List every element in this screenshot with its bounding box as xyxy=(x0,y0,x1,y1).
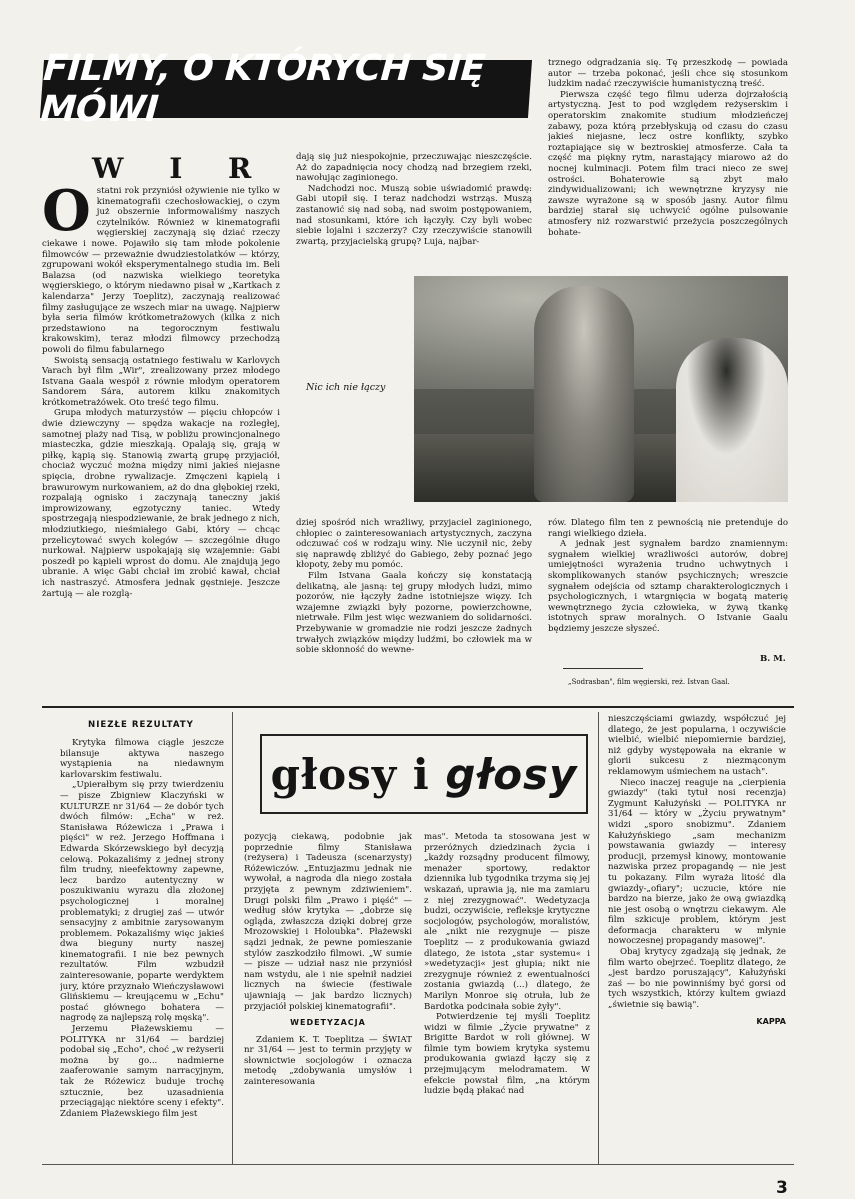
paragraph: Zdaniem K. T. Toeplitza — ŚWIAT nr 31/64 — jest to termin przyjęty w słownictwie socjologów i oznacza metodę „zdobywania umysłów i zainteresowania xyxy=(244,1034,412,1088)
page-number: 3 xyxy=(776,1178,788,1198)
subsection-heading: WEDETYZACJA xyxy=(290,1018,366,1028)
author-signature: B. M. xyxy=(760,654,786,664)
paragraph: Pierwsza część tego filmu uderza dojrzałością artystyczną. Jest to pod względem reżyserskim i operatorskim znakomite studium młodzieńczej zabawy, poza którą przebłyskują od czasu do czasu jakieś niejasne, lecz ostre konflikty, szybko roztapiające się w beztroskiej atmosferze. Cała ta część ma piękny rytm, narastający miarowo aż do nocnej kulminacji. Potem film traci nieco ze swej ostrości. Bohaterowie są zbyt mało zindywidualizowani; ich wewnętrzne kryzysy nie zawsze wyrażone są w sposób jasny. Autor filmu bardziej starał się uchwycić ogólne pulsowanie atmosfery niż rozwarstwić przeżycia poszczególnych bohate- xyxy=(548,89,788,238)
paragraph: Nieco inaczej reaguje na „cierpienia gwiazdy" (taki tytuł nosi recenzja) Zygmunt Kałużyński — POLITYKA nr 31/64 — który w „Życiu prywatnym" widzi „sporo snobizmu". Zdaniem Kałużyńskiego „sam mechanizm powstawania gwiazdy — interesy producji, przemysł kinowy, montowanie nazwiska przez propagandę — nie jest tu pokazany. Film wyraża litość dla gwiazdy-„ofiary"; uczucie, które nie bardzo na bierze, jako że ową gwiazdką nie jest osobą o wnętrzu ciekawym. Ale film szkicuje problem, którym jest deformacja charakteru w młynie nowoczesnej propagandy masowej". xyxy=(608,777,786,947)
glosy-column-3 xyxy=(424,832,590,1158)
glosy-column-4 xyxy=(608,714,786,1158)
paragraph: A jednak jest sygnałem bardzo znamiennym: sygnałem wielkiej wrażliwości autorów, dobrej umiejętności wyrażenia trudno uchwytnych i skomplikowanych stanów psychicznych; wreszcie sygnałem odejścia od sztamp charakterologicznych i psychologicznych, i wtargnięcia w bogatą materię wewnętrznego życia człowieka, w żywą tkankę istotnych spraw moralnych. O Istvanie Gaalu będziemy jeszcze słyszeć. xyxy=(548,539,788,634)
article-title: W I R xyxy=(92,152,270,185)
banner-title: FILMY, O KTÓRYCH SIĘ MÓWI xyxy=(39,48,487,130)
paragraph: Jerzemu Płażewskiemu — POLITYKA nr 31/64 — bardziej podobał się „Echo", choć „w reżyserii można by go... nadmierne zaaferowanie samym narracyjnym, tak że Różewicz buduje trochę sztucznie, bez uzasadnienia przeciągając niektóre sceny i efekty". Zdaniem Płażewskiego film jest xyxy=(60,1024,224,1119)
paragraph: trznego odgradzania się. Tę przeszkodę — powiada autor — trzeba pokonać, jeśli chce się stosunkom ludzkim nadać rzeczywiście humanistyczną treść. xyxy=(548,58,788,90)
photo-figure-right xyxy=(676,338,788,502)
paragraph: „Upierałbym się przy twierdzeniu — pisze Zbigniew Klaczyński w KULTURZE nr 31/64 — że dobór tych dwóch filmów: „Echa" w reż. Stanisława Różewicza i „Prawa i pięści" w reż. Jerzego Hoffmana i Edwarda Skórzewskiego był decyzją celową. Pokazaliśmy z jednej strony film trudny, nieefektowny zapewne, lecz bardzo autentyczny w poszukiwaniu wyrazu dla złożonej psychologicznej i moralnej problematyki; z drugiej zaś — utwór sensacyjny z ambitnie zarysowanym problemem. Pokazaliśmy więc jakieś dwa bieguny nurty naszej kinematografii. I nie bez pewnych rezultatów. Film wzbudził zainteresowanie, poparte werdyktem jury, które przyznało Wieńczysławowi Glińskiemu — kreującemu w „Echu" postać głównego bohatera — nagrodę za najlepszą rolę męską". xyxy=(60,780,224,1024)
glosy-column-1 xyxy=(60,738,224,1158)
paragraph: rów. Dlatego film ten z pewnością nie pretenduje do rangi wielkiego dzieła. xyxy=(548,518,788,539)
glosy-heading-script: głosy xyxy=(445,749,578,799)
glosy-column-2 xyxy=(244,832,412,1158)
article-column-5 xyxy=(548,518,788,654)
paragraph: Nadchodzi noc. Muszą sobie uświadomić prawdę: Gabi utopił się. I teraz nadchodzi wstrząs. Muszą zastanowić się nad sobą, nad swoim postępowaniem, nad stosunkami, które ich łączyły. Czy byli wobec siebie lojalni i szczerzy? Czy rzeczywiście stanowili zwartą, przyjacielską grupę? Luja, najbar- xyxy=(296,183,532,247)
glosy-heading xyxy=(271,750,578,799)
film-still-photo xyxy=(414,276,788,502)
glosy-heading-part: głosy i xyxy=(270,749,446,799)
paragraph: statni rok przyniósł ożywienie nie tylko w kinematografii czechosłowackiej, o czym już obszernie informowaliśmy naszych czytelników. Również w kinematografii węgierskiej zaczynają się dziać rzeczy ciekawe i nowe. Pojawiło się tam młode pokolenie filmowców — przeważnie dwudziestolatków — którzy, zgrupowani wokół eksperymentalnego studia im. Beli Balazsa (od nazwiska wielkiego teoretyka węgierskiego, o którym niedawno pisał w „Kartkach z kalendarza" Jerzy Toeplitz), zaczynają realizować filmy zasługujące ze wszech miar na uwagę. Najpierw była seria filmów krótkometrażowych (kilka z nich przedstawiono na tegorocznym festiwalu krakowskim), teraz młodzi filmowcy przechodzą powoli do filmu fabularnego xyxy=(42,186,280,355)
section-bottom-rule xyxy=(42,1164,794,1165)
paragraph: Krytyka filmowa ciągle jeszcze bilansuje aktywa naszego wystąpienia na niedawnym karlovarskim festiwalu. xyxy=(60,738,224,780)
paragraph: Grupa młodych maturzystów — pięciu chłopców i dwie dziewczyny — spędza wakacje na rozległej, samotnej plaży nad Tisą, w pobliżu prowincjonalnego miasteczka, gdzie mieszkają. Opalają się, grają w piłkę, kąpią się. Stanowią zwartą grupę przyjaciół, chociaż wyczuć można między nimi jakieś niejasne spięcia, drobne rywalizacje. Zmęczeni kąpielą i brawurowym nurkowaniem, aż do dna głębokiej rzeki, rozpalają ognisko i zaczynają taneczny jakiś improwizowany, egzotyczny taniec. Wtedy spostrzegają niespodziewanie, że brak jednego z nich, młodziutkiego, nieśmiałego Gabi, który — chcąc przelicytować swych kolegów — szczególnie długo nurkował. Najpierw uspokajają się wzajemnie: Gabi poszedł po kąpieli wprost do domu. Ale znajdują jego ubranie. A więc Gabi chciał im zrobić kawał, chciał ich nastraszyć. Atmosfera jednak gęstnieje. Jeszcze żartują — ale rozglą- xyxy=(42,408,280,599)
glosy-heading-box xyxy=(260,734,588,814)
section-banner xyxy=(39,48,532,130)
paragraph: mas". Metoda ta stosowana jest w przeróżnych dziedzinach życia i „każdy rozsądny producent filmowy, menażer sportowy, redaktor dziennika lub tygodnika trzyma się jej wskazań, uprawia ją, nie ma zamiaru z niej zrezygnować". Wedetyzacja budzi, oczywiście, refleksje krytyczne socjologów, psychologów, moralistów, ale „nikt nie rezygnuje — pisze Toeplitz — z produkowania gwiazd dlatego, że istota „star systemu« i »wedetyzacji« jest głupia; nikt nie zrezygnuje również z ewentualności zostania gwiazdą (...) dlatego, że Marilyn Monroe się otruła, lub że Bardotka podcinała sobie żyły". xyxy=(424,832,590,1012)
photo-figure-left xyxy=(534,286,634,502)
paragraph: Potwierdzenie tej myśli Toeplitz widzi w filmie „Życie prywatne" z Brigitte Bardot w roli głównej. W filmie tym bowiem krytyka systemu produkowania gwiazd łączy się z przejmującym melodramatem. W efekcie powstał film, „na którym ludzie będą płakać nad xyxy=(424,1012,590,1097)
paragraph: dziej spośród nich wrażliwy, przyjaciel zaginionego, chłopiec o zainteresowaniach artystycznych, zaczyna odczuwać coś w rodzaju winy. Nie uczynił nic, żeby się naprawdę zbliżyć do Gabiego, żeby poznać jego kłopoty, żeby mu pomóc. xyxy=(296,518,532,571)
column-divider xyxy=(598,712,599,1164)
article-column-3 xyxy=(548,58,788,270)
film-caption: „Sodrasban", film węgierski, reż. Istvan Gaal. xyxy=(568,678,730,686)
subsection-title: NIEZŁE REZULTATY xyxy=(88,720,194,730)
caption-divider xyxy=(563,668,643,669)
article-column-2 xyxy=(296,152,532,268)
paragraph: nieszczęściami gwiazdy, współczuć jej dlatego, że jest popularna, i oczywiście wielbić, wielbić niepomiernie bardziej, niż gdyby występowała na ekranie w glorii sukcesu z niezmąconym reklamowym uśmiechem na ustach". xyxy=(608,714,786,777)
author-signature: KAPPA xyxy=(756,1016,786,1026)
drop-cap: O xyxy=(42,186,91,244)
article-column-1 xyxy=(42,186,280,698)
column-divider xyxy=(232,712,233,1164)
photo-caption: Nic ich nie łączy xyxy=(306,382,386,393)
article-column-4 xyxy=(296,518,532,698)
paragraph: Obaj krytycy zgadzają się jednak, że film warto obejrzeć. Toeplitz dlatego, że „jest bardzo poruszający", Kałużyński zaś — bo nie powinniśmy być gorsi od tych wszystkich, którzy kultem gwiazd „świetnie się bawią". xyxy=(608,947,786,1011)
paragraph: dają się już niespokojnie, przeczuwając nieszczęście. Aż do zapadnięcia nocy chodzą nad brzegiem rzeki, nawołując zaginionego. xyxy=(296,152,532,184)
paragraph: Swoistą sensacją ostatniego festiwalu w Karlovych Varach był film „Wir", zrealizowany przez młodego Istvana Gaala wespół z równie młodym operatorem Sandorem Sára, autorem kilku znakomitych krótkometrażówek. Oto treść tego filmu. xyxy=(42,355,280,408)
paragraph: pozycją ciekawą, podobnie jak poprzednie filmy Stanisława (reżysera) i Tadeusza (scenarzysty) Różewiczów. „Entuzjazmu jednak nie wywołał, a nagroda dla niego została przyjęta z pewnym zdziwieniem". Drugi polski film „Prawo i pięść" — według słów krytyka — „dobrze się ogląda, zwłaszcza dzięki dobrej grze Mrozowskiej i Holoubka". Płażewski sądzi jednak, że pewne pomieszanie stylów zaszkodziło filmowi. „W sumie — pisze — udział nasz nie przyniósł nam wstydu, ale i nie spełnił nadziei licznych na świecie (festiwale ujawniają — jak bardzo licznych) przyjaciół polskiej kinematografii". xyxy=(244,832,412,1012)
paragraph: Film Istvana Gaala kończy się konstatacją delikatną, ale jasną: tej grupy młodych ludzi, mimo pozorów, nie łączyły żadne istotniejsze więzy. Ich wzajemne związki były pozorne, powierzchowne, nietrwałe. Film jest więc wezwaniem do solidarności. Przebywanie w gromadzie nie rodzi jeszcze żadnych trwałych związków między ludźmi, bo człowiek ma w sobie skłonność do wewne- xyxy=(296,570,532,656)
